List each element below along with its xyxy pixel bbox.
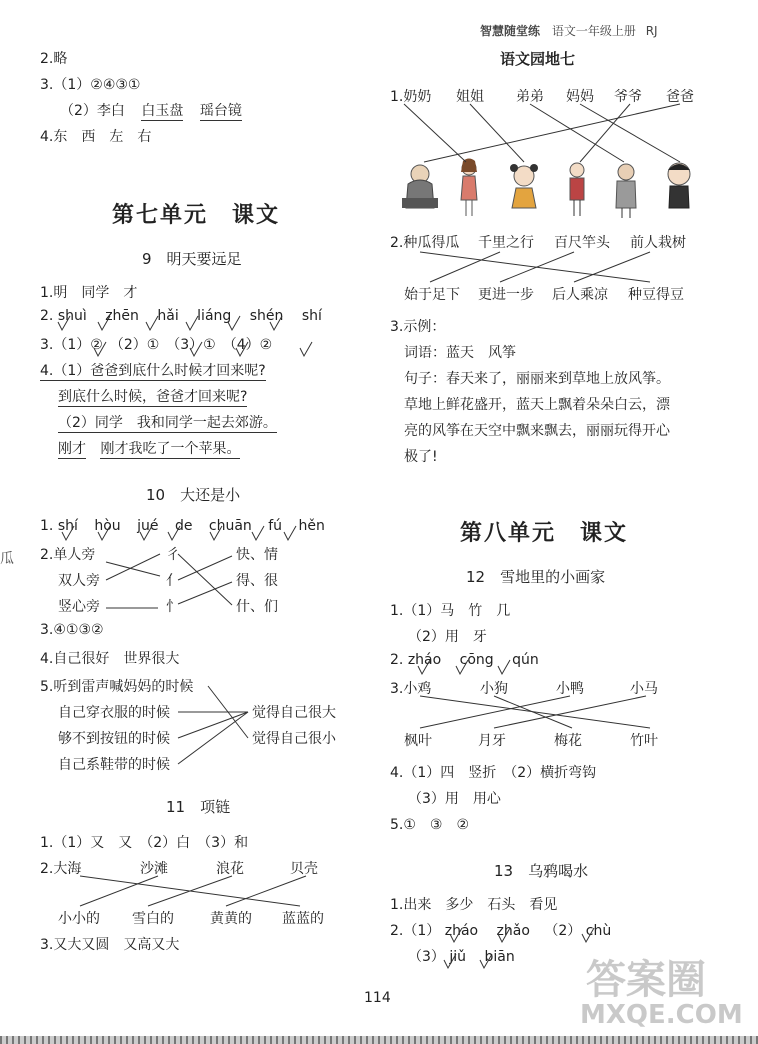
lesson-title: 11 项链 — [166, 798, 231, 816]
sister-figure — [461, 159, 477, 217]
answer-line: （3）用 用心 — [408, 791, 501, 807]
match-line — [208, 686, 248, 738]
match-item: 前人栽树 — [630, 235, 686, 251]
pinyin: chù — [585, 923, 612, 939]
answer-line: 3.（1）② （2）① （3）① （4）② — [40, 337, 273, 353]
match-item: 3.小鸡 — [390, 681, 432, 697]
pinyin: shén — [249, 308, 284, 324]
answer-line: 1.（1）又 又 （2）白 （3）和 — [40, 835, 249, 851]
pinyin: de — [174, 518, 193, 534]
pinyin: shuì — [57, 308, 87, 324]
match-item: 沙滩 — [140, 861, 168, 877]
match-line — [424, 104, 680, 162]
match-item: 爸爸 — [666, 89, 694, 105]
match-item: 千里之行 — [478, 235, 534, 251]
scan-edge — [0, 1036, 758, 1044]
match-line — [420, 696, 570, 728]
match-item: 觉得自己很大 — [252, 705, 336, 721]
match-item: 小马 — [630, 681, 658, 697]
pinyin: shí — [57, 518, 78, 534]
q-num: 2. — [390, 652, 404, 668]
answer-line: 3.④①③② — [40, 622, 104, 638]
answer-line: 5.① ③ ② — [390, 817, 470, 833]
check-mark — [300, 342, 312, 356]
pinyin-line — [390, 920, 611, 940]
match-item: 5.听到雷声喊妈妈的时候 — [40, 679, 194, 695]
match-line — [178, 712, 248, 764]
match-item: 黄黄的 — [210, 911, 252, 927]
match-item: 后人乘凉 — [552, 287, 608, 303]
q-num: 2.（1） — [390, 923, 441, 939]
pinyin: hěn — [298, 518, 325, 534]
match-item: 雪白的 — [132, 911, 174, 927]
match-item: 贝壳 — [290, 861, 318, 877]
match-line — [420, 252, 650, 282]
match-line — [574, 252, 650, 282]
match-item: 弟弟 — [516, 89, 544, 105]
answer-line: 3.（1）②④③① — [40, 77, 141, 93]
match-line — [148, 876, 232, 906]
answer-line: 1.出来 多少 石头 看见 — [390, 897, 558, 913]
match-item: 忄 — [166, 599, 180, 615]
underlined-answer: 4.（1）爸爸到底什么时候才回来呢? — [40, 363, 266, 379]
header-subject: 语文一年级上册 — [551, 24, 636, 38]
answer-line — [58, 412, 277, 432]
lesson-title: 9 明天要远足 — [142, 250, 242, 268]
answer-line — [40, 360, 266, 380]
mother-figure — [570, 163, 584, 216]
match-item: 1.奶奶 — [390, 89, 432, 105]
page-header — [480, 22, 658, 39]
answer-line: 1.明 同学 才 — [40, 285, 138, 301]
pinyin: zhǎo — [496, 923, 530, 939]
match-item: 竹叶 — [630, 733, 658, 749]
unit-title: 第八单元 课文 — [460, 521, 629, 546]
match-item: 姐姐 — [456, 89, 484, 105]
match-item: 更进一步 — [478, 287, 534, 303]
header-brand: 智慧随堂练 — [480, 24, 541, 38]
answer-line: （2）用 牙 — [408, 629, 487, 645]
grandpa-figure — [616, 164, 636, 218]
pinyin-line — [40, 308, 322, 324]
underlined-answer: 瑶台镜 — [199, 103, 242, 119]
match-item: 小小的 — [58, 911, 100, 927]
answer-line: 1.（1）马 竹 几 — [390, 603, 511, 619]
underlined-answer: 白玉盘 — [141, 103, 184, 119]
pinyin: chuān — [208, 518, 252, 534]
pinyin: zháo — [407, 652, 442, 668]
pinyin: zhēn — [105, 308, 139, 324]
pinyin: shí — [301, 308, 322, 324]
match-line — [500, 252, 574, 282]
answer-line — [60, 100, 242, 120]
pinyin: liáng — [197, 308, 232, 324]
match-item: 够不到按钮的时候 — [58, 731, 170, 747]
match-item: 亻 — [166, 573, 180, 589]
match-item: 小狗 — [480, 681, 508, 697]
underlined-answer: 到底什么时候，爸爸才回来呢? — [58, 389, 248, 405]
match-line — [404, 104, 466, 162]
lesson-title: 13 乌鸦喝水 — [494, 862, 589, 880]
watermark-logo: 答案圈 — [586, 957, 706, 1003]
match-item: 什、们 — [236, 599, 278, 615]
lesson-title: 12 雪地里的小画家 — [466, 568, 606, 586]
match-line — [80, 876, 158, 906]
match-line — [580, 104, 680, 162]
pinyin: cōng — [459, 652, 494, 668]
match-item: 双人旁 — [58, 573, 100, 589]
match-line — [178, 556, 232, 580]
match-item: 浪花 — [216, 861, 244, 877]
match-line — [420, 696, 650, 728]
match-item: 小鸭 — [556, 681, 584, 697]
match-line — [430, 252, 500, 282]
underlined-answer: 刚才我吃了一个苹果。 — [100, 441, 241, 457]
answer-line: 草地上鲜花盛开，蓝天上飘着朵朵白云，漂 — [404, 397, 670, 413]
match-line — [580, 104, 630, 162]
lesson-title: 10 大还是小 — [146, 486, 241, 504]
match-line — [494, 696, 572, 728]
answer-line: 句子：春天来了，丽丽来到草地上放风筝。 — [404, 371, 670, 387]
match-item: 始于足下 — [404, 287, 460, 303]
pinyin-line — [390, 652, 539, 668]
answer-line: 4.自己很好 世界很大 — [40, 651, 180, 667]
pinyin: jiǔ — [449, 949, 467, 965]
match-line — [80, 876, 300, 906]
header-edition: RJ — [645, 24, 658, 38]
child-figure — [510, 164, 538, 208]
match-item: 得、很 — [236, 573, 278, 589]
pinyin: hǎi — [157, 308, 179, 324]
match-item: 竖心旁 — [58, 599, 100, 615]
match-item: 2.单人旁 — [40, 547, 96, 563]
pinyin: zháo — [444, 923, 479, 939]
margin-char: 瓜 — [0, 551, 14, 567]
match-line — [494, 696, 646, 728]
match-item: 蓝蓝的 — [282, 911, 324, 927]
match-line — [530, 104, 624, 162]
match-line — [178, 554, 232, 605]
match-item: 妈妈 — [566, 89, 594, 105]
answer-line: 3.又大又圆 又高又大 — [40, 937, 180, 953]
match-line — [106, 562, 160, 576]
father-figure — [668, 163, 690, 208]
grandma-figure — [402, 165, 438, 208]
answer-line — [58, 438, 240, 458]
q-num: 2. — [40, 308, 54, 324]
pinyin: hòu — [94, 518, 121, 534]
match-line — [106, 554, 160, 580]
match-item: 快、情 — [236, 547, 278, 563]
answer-line: 2.略 — [40, 51, 68, 67]
match-line — [470, 104, 524, 162]
match-item: 梅花 — [554, 733, 582, 749]
match-item: 自己系鞋带的时候 — [58, 757, 170, 773]
match-item: 觉得自己很小 — [252, 731, 336, 747]
match-item: 爷爷 — [614, 89, 642, 105]
match-item: 月牙 — [478, 733, 506, 749]
match-item: 种豆得豆 — [628, 287, 684, 303]
q-num: 1. — [40, 518, 54, 534]
answer-line — [58, 386, 247, 406]
pinyin: jué — [137, 518, 159, 534]
watermark-url: MXQE.COM — [580, 1000, 743, 1030]
answer-line: 3.示例： — [390, 319, 446, 335]
page-number: 114 — [364, 990, 391, 1006]
match-item: 2.种瓜得瓜 — [390, 235, 460, 251]
answer-text: （2）李白 — [60, 103, 125, 119]
q-num: （2） — [544, 923, 582, 939]
answer-line: 极了! — [404, 449, 438, 465]
match-item: 枫叶 — [404, 733, 432, 749]
underlined-answer: 刚才 — [58, 441, 86, 457]
match-item: 2.大海 — [40, 861, 82, 877]
pinyin: fú — [268, 518, 283, 534]
match-line — [226, 876, 306, 906]
lesson-title: 语文园地七 — [500, 50, 576, 68]
unit-title: 第七单元 课文 — [112, 203, 281, 228]
answer-line: 词语：蓝天 风筝 — [404, 345, 516, 361]
answer-line: 4.（1）四 竖折 （2）横折弯钩 — [390, 765, 597, 781]
answer-line: 亮的风筝在天空中飘来飘去，丽丽玩得开心 — [404, 423, 670, 439]
match-item: 彳 — [166, 547, 180, 563]
pinyin: biān — [484, 949, 515, 965]
pinyin-line — [408, 946, 515, 966]
pinyin: qún — [512, 652, 539, 668]
match-line — [178, 712, 248, 738]
pinyin-line — [40, 518, 325, 534]
underlined-answer: （2）同学 我和同学一起去郊游。 — [58, 415, 277, 431]
match-item: 自己穿衣服的时候 — [58, 705, 170, 721]
answer-line: 4.东 西 左 右 — [40, 129, 152, 145]
match-line — [178, 582, 232, 604]
q-num: （3） — [408, 949, 445, 965]
match-item: 百尺竿头 — [554, 235, 610, 251]
